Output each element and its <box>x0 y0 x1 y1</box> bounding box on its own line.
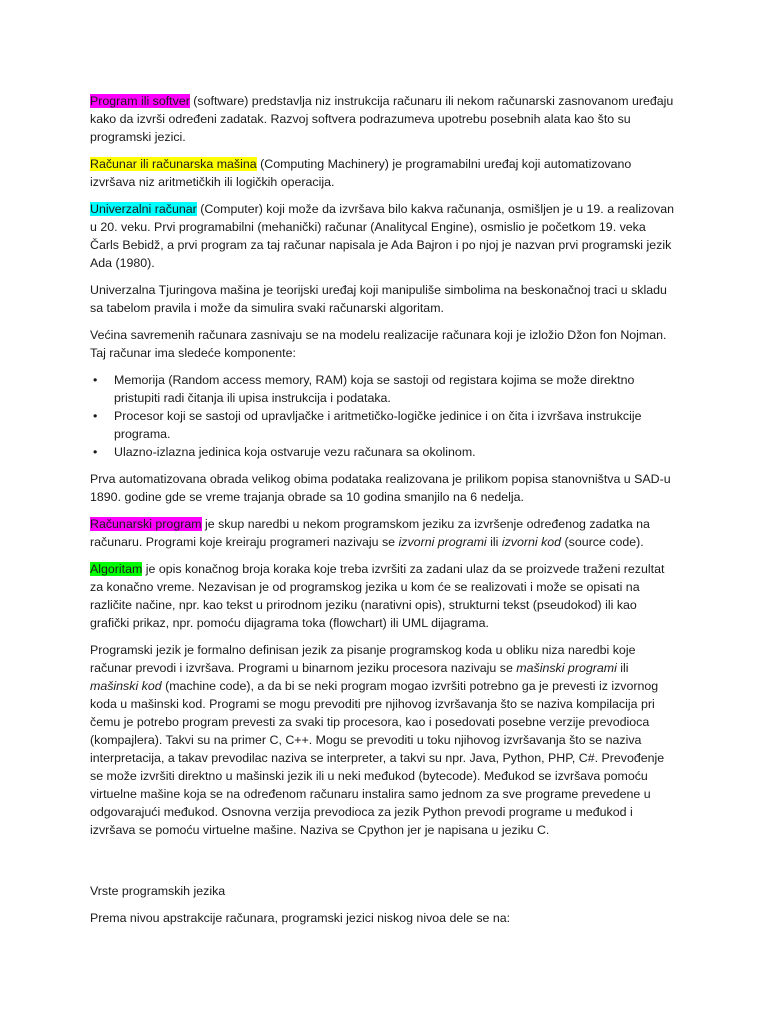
paragraph-text: (Computing Machinery) je programabilni uređaj koji automatizovano izvršava niz aritmetičkih ili logičkih operacija. <box>90 157 632 189</box>
paragraph-algorithm <box>90 560 678 632</box>
highlighted-term: Računar ili računarska mašina <box>90 157 257 171</box>
paragraph-programming-language <box>90 641 678 839</box>
paragraph-turing-machine: Univerzalna Tjuringova mašina je teorijski uređaj koji manipuliše simbolima na beskonačnoj traci u skladu sa tabelom pravila i može da simulira svaki računarski algoritam. <box>90 283 667 315</box>
paragraph-text: (Computer) koji može da izvršava bilo kakva računanja, osmišljen je u 19. a realizovan u 20. veku. Prvi programabilni (mehanički) računar (Analitycal Engine), osmislio je početkom 19. veka Čarls Bebidž, a prvi program za taj računar napisala je Ada Bajron i po njoj je nazvan prvi programski jezik Ada (1980). <box>90 202 675 270</box>
paragraph-computer-definition <box>90 155 678 191</box>
emphasis-term: mašinski programi <box>516 661 617 675</box>
paragraph-von-neumann: Većina savremenih računara zasnivaju se na modelu realizacije računara koji je izložio Džon fon Nojman. Taj računar ima sledeće komponente: <box>90 328 667 360</box>
paragraph-text: je skup naredbi u nekom programskom jeziku za izvršenje određenog zadatka na računaru. Programi koje kreiraju programeri nazivaju se <box>90 517 650 549</box>
highlighted-term: Univerzalni računar <box>90 202 197 216</box>
list-item <box>90 371 678 407</box>
bullet-icon: • <box>93 373 98 387</box>
emphasis-term: izvorni programi <box>398 535 487 549</box>
spacer <box>90 848 678 882</box>
bullet-icon: • <box>93 445 98 459</box>
list-item-text: Procesor koji se sastoji od upravljačke i aritmetičko-logičke jedinice i on čita i izvršava instrukcije programa. <box>114 409 642 441</box>
emphasis-term: izvorni kod <box>501 535 562 549</box>
component-list <box>90 371 678 461</box>
paragraph-text: (software) predstavlja niz instrukcija računaru ili nekom računarski zasnovanom uređaju kako da izvrši određeni zadatak. Razvoj softvera podrazumeva upotrebu posebnih alata kao što su programski jezici. <box>90 94 674 144</box>
paragraph-text: (machine code), a da bi se neki program mogao izvršiti potrebno ga je prevesti iz izvornog koda u mašinski kod. Programi se mogu prevoditi pre njihovog izvršavanja što se naziva kompilacija pri čemu je potrebo program prevesti za svaki tip procesora, kao i posedovati posebne verzije prevodioca (kompajlera). Takvi su na primer C, C++. Mogu se prevoditi u toku njihovog izvršavanja što se naziva interpretacija, a takav prevodilac naziva se interpreter, a takvi su npr. Java, Python, PHP, C#. Prevođenje se može izvršiti direktno u mašinski jezik ili u neki međukod (bytecode). Međukod se izvršava pomoću virtuelne mašine koja se na određenom računaru instalira samo jednom za sve programe prevedene u odgovarajući međukod. Osnovna verzija prevodioca za jezik Python prevodi programe u međukod i izvršava se pomoću virtuelne mašine. Naziva se Cpython jer je napisana u jeziku C. <box>90 679 665 837</box>
bullet-icon: • <box>93 409 98 423</box>
highlighted-term: Program ili softver <box>90 94 190 108</box>
paragraph-universal-computer <box>90 200 678 272</box>
section-heading: Vrste programskih jezika <box>90 884 226 898</box>
paragraph-abstraction-levels: Prema nivou apstrakcije računara, programski jezici niskog nivoa dele se na: <box>90 911 511 925</box>
list-item-text: Ulazno-izlazna jedinica koja ostvaruje vezu računara sa okolinom. <box>114 445 476 459</box>
paragraph-text: (source code). <box>561 535 644 549</box>
list-item <box>90 407 678 443</box>
paragraph-computer-program <box>90 515 678 551</box>
list-item <box>90 443 678 461</box>
paragraph-text: ili <box>616 661 629 675</box>
paragraph-text: je opis konačnog broja koraka koje treba izvršiti za zadani ulaz da se proizvede traženi rezultat za konačno vreme. Nezavisan je od programskog jezika u kom će se realizovati i može se opisati na različite načine, npr. kao tekst u prirodnom jeziku (narativni opis), strukturni tekst (pseudokod) ili kao grafički prikaz, npr. pomoću dijagrama toka (flowchart) ili UML dijagrama. <box>90 562 665 630</box>
paragraph-text: Programski jezik je formalno definisan jezik za pisanje programskog koda u obliku niza naredbi koje računar prevodi i izvršava. Programi u binarnom jeziku procesora nazivaju se <box>90 643 636 675</box>
paragraph-census: Prva automatizovana obrada velikog obima podataka realizovana je prilikom popisa stanovništva u SAD-u 1890. godine gde se vreme trajanja obrade sa 10 godina smanjilo na 6 nedelja. <box>90 472 671 504</box>
paragraph-text: ili <box>486 535 502 549</box>
paragraph-program-definition <box>90 92 678 146</box>
highlighted-term: Računarski program <box>90 517 202 531</box>
emphasis-term: mašinski kod <box>90 679 162 693</box>
list-item-text: Memorija (Random access memory, RAM) koja se sastoji od registara kojima se može direktno pristupiti radi čitanja ili upisa instrukcija i podataka. <box>114 373 635 405</box>
highlighted-term: Algoritam <box>90 562 143 576</box>
document-body <box>90 92 678 936</box>
